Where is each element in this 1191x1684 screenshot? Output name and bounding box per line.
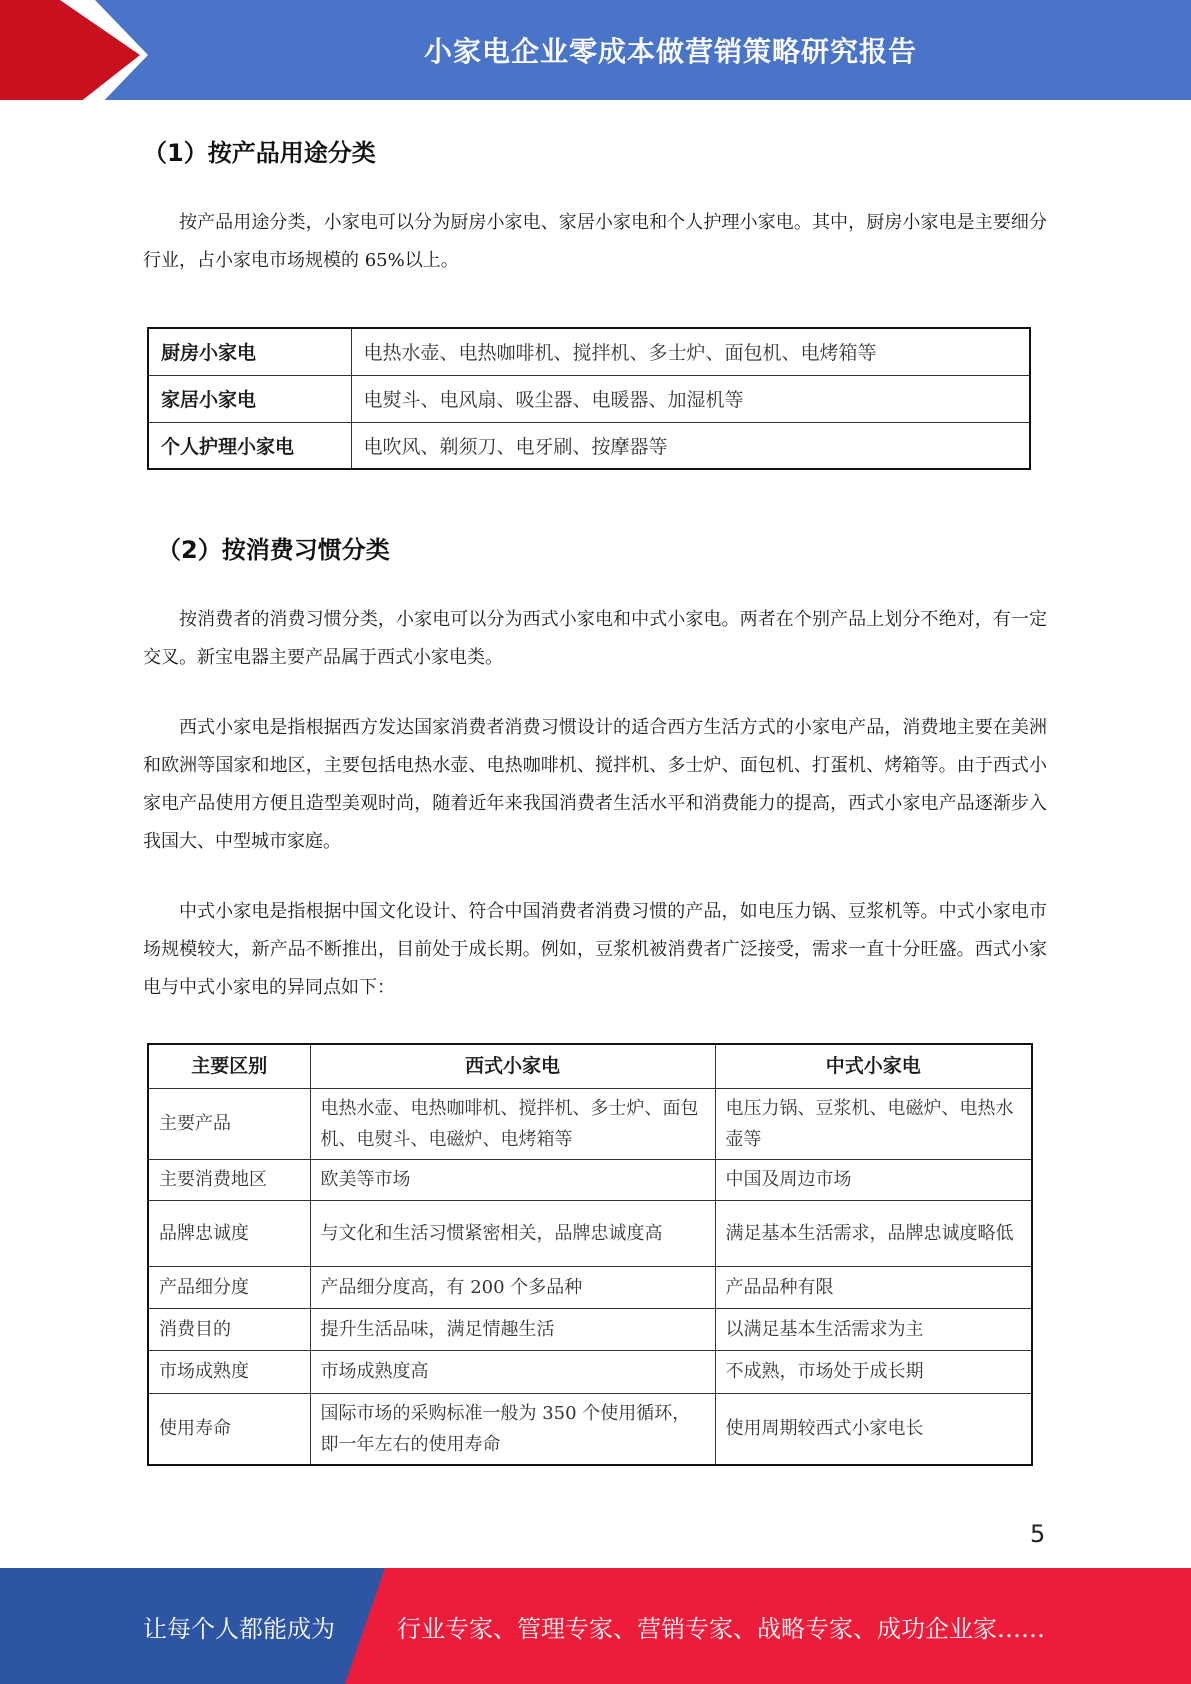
footer-slogan-right: 行业专家、管理专家、营销专家、战略专家、成功企业家…… <box>397 1614 1045 1643</box>
table-row <box>148 1393 1032 1465</box>
section1-paragraph: 按产品用途分类，小家电可以分为厨房小家电、家居小家电和个人护理小家电。其中，厨房小家电是主要细分行业，占小家电市场规模的 65%以上。 <box>143 212 1047 271</box>
table-cell: 中国及周边市场 <box>715 1159 1032 1200</box>
table-cell: 产品品种有限 <box>715 1266 1032 1308</box>
table-row <box>148 1266 1032 1308</box>
table-cell: 产品细分度高，有 200 个多品种 <box>310 1266 715 1308</box>
items-cell: 电吹风、剃须刀、电牙刷、按摩器等 <box>351 422 1030 469</box>
category-cell: 厨房小家电 <box>148 328 351 375</box>
table-cell: 产品细分度 <box>148 1266 310 1308</box>
section-heading-usage: （1）按产品用途分类 <box>143 139 376 167</box>
table-cell: 主要产品 <box>148 1088 310 1159</box>
usage-classification-table <box>147 327 1031 470</box>
table-header-row <box>148 1044 1032 1088</box>
table-cell: 欧美等市场 <box>310 1159 715 1200</box>
table-cell: 不成熟，市场处于成长期 <box>715 1350 1032 1393</box>
section2-paragraph-1: 按消费者的消费习惯分类，小家电可以分为西式小家电和中式小家电。两者在个别产品上划分不绝对，有一定交叉。新宝电器主要产品属于西式小家电类。 <box>143 609 1047 668</box>
page-footer <box>0 1568 1191 1684</box>
footer-slogan-left: 让每个人都能成为 <box>143 1614 335 1643</box>
table-cell: 主要消费地区 <box>148 1159 310 1200</box>
table-row <box>148 1159 1032 1200</box>
section2-paragraph-3: 中式小家电是指根据中国文化设计、符合中国消费者消费习惯的产品，如电压力锅、豆浆机等。中式小家电市场规模较大，新产品不断推出，目前处于成长期。例如，豆浆机被消费者广泛接受，需求一直十分旺盛。西式小家电与中式小家电的异同点如下： <box>143 901 1047 998</box>
table-row <box>148 1350 1032 1393</box>
table-cell: 市场成熟度高 <box>310 1350 715 1393</box>
table-row <box>148 1088 1032 1159</box>
table-row <box>148 1308 1032 1350</box>
column-header: 主要区别 <box>148 1044 310 1088</box>
table-cell: 以满足基本生活需求为主 <box>715 1308 1032 1350</box>
section-heading-habits: （2）按消费习惯分类 <box>157 536 390 564</box>
table-cell: 国际市场的采购标准一般为 350 个使用循环，即一年左右的使用寿命 <box>310 1393 715 1465</box>
report-title: 小家电企业零成本做营销策略研究报告 <box>423 35 917 68</box>
table-cell: 提升生活品味，满足情趣生活 <box>310 1308 715 1350</box>
category-cell: 个人护理小家电 <box>148 422 351 469</box>
items-cell: 电熨斗、电风扇、吸尘器、电暖器、加湿机等 <box>351 375 1030 422</box>
table-cell: 与文化和生活习惯紧密相关，品牌忠诚度高 <box>310 1200 715 1266</box>
table-cell: 消费目的 <box>148 1308 310 1350</box>
table-cell: 电热水壶、电热咖啡机、搅拌机、多士炉、面包机、电熨斗、电磁炉、电烤箱等 <box>310 1088 715 1159</box>
column-header: 西式小家电 <box>310 1044 715 1088</box>
section2-paragraph-2: 西式小家电是指根据西方发达国家消费者消费习惯设计的适合西方生活方式的小家电产品，消费地主要在美洲和欧洲等国家和地区，主要包括电热水壶、电热咖啡机、搅拌机、多士炉、面包机、打蛋机、烤箱等。由于西式小家电产品使用方便且造型美观时尚，随着近年来我国消费者生活水平和消费能力的提高，西式小家电产品逐渐步入我国大、中型城市家庭。 <box>143 717 1047 852</box>
page-number: 5 <box>1030 1520 1046 1548</box>
table-cell: 使用寿命 <box>148 1393 310 1465</box>
column-header: 中式小家电 <box>715 1044 1032 1088</box>
table-row <box>148 1200 1032 1266</box>
table-row <box>148 422 1030 469</box>
comparison-table <box>147 1043 1033 1466</box>
page-header <box>0 0 1191 110</box>
table-row <box>148 375 1030 422</box>
table-cell: 市场成熟度 <box>148 1350 310 1393</box>
table-cell: 使用周期较西式小家电长 <box>715 1393 1032 1465</box>
table-cell: 电压力锅、豆浆机、电磁炉、电热水壶等 <box>715 1088 1032 1159</box>
table-cell: 满足基本生活需求，品牌忠诚度略低 <box>715 1200 1032 1266</box>
category-cell: 家居小家电 <box>148 375 351 422</box>
table-row <box>148 328 1030 375</box>
table-cell: 品牌忠诚度 <box>148 1200 310 1266</box>
items-cell: 电热水壶、电热咖啡机、搅拌机、多士炉、面包机、电烤箱等 <box>351 328 1030 375</box>
